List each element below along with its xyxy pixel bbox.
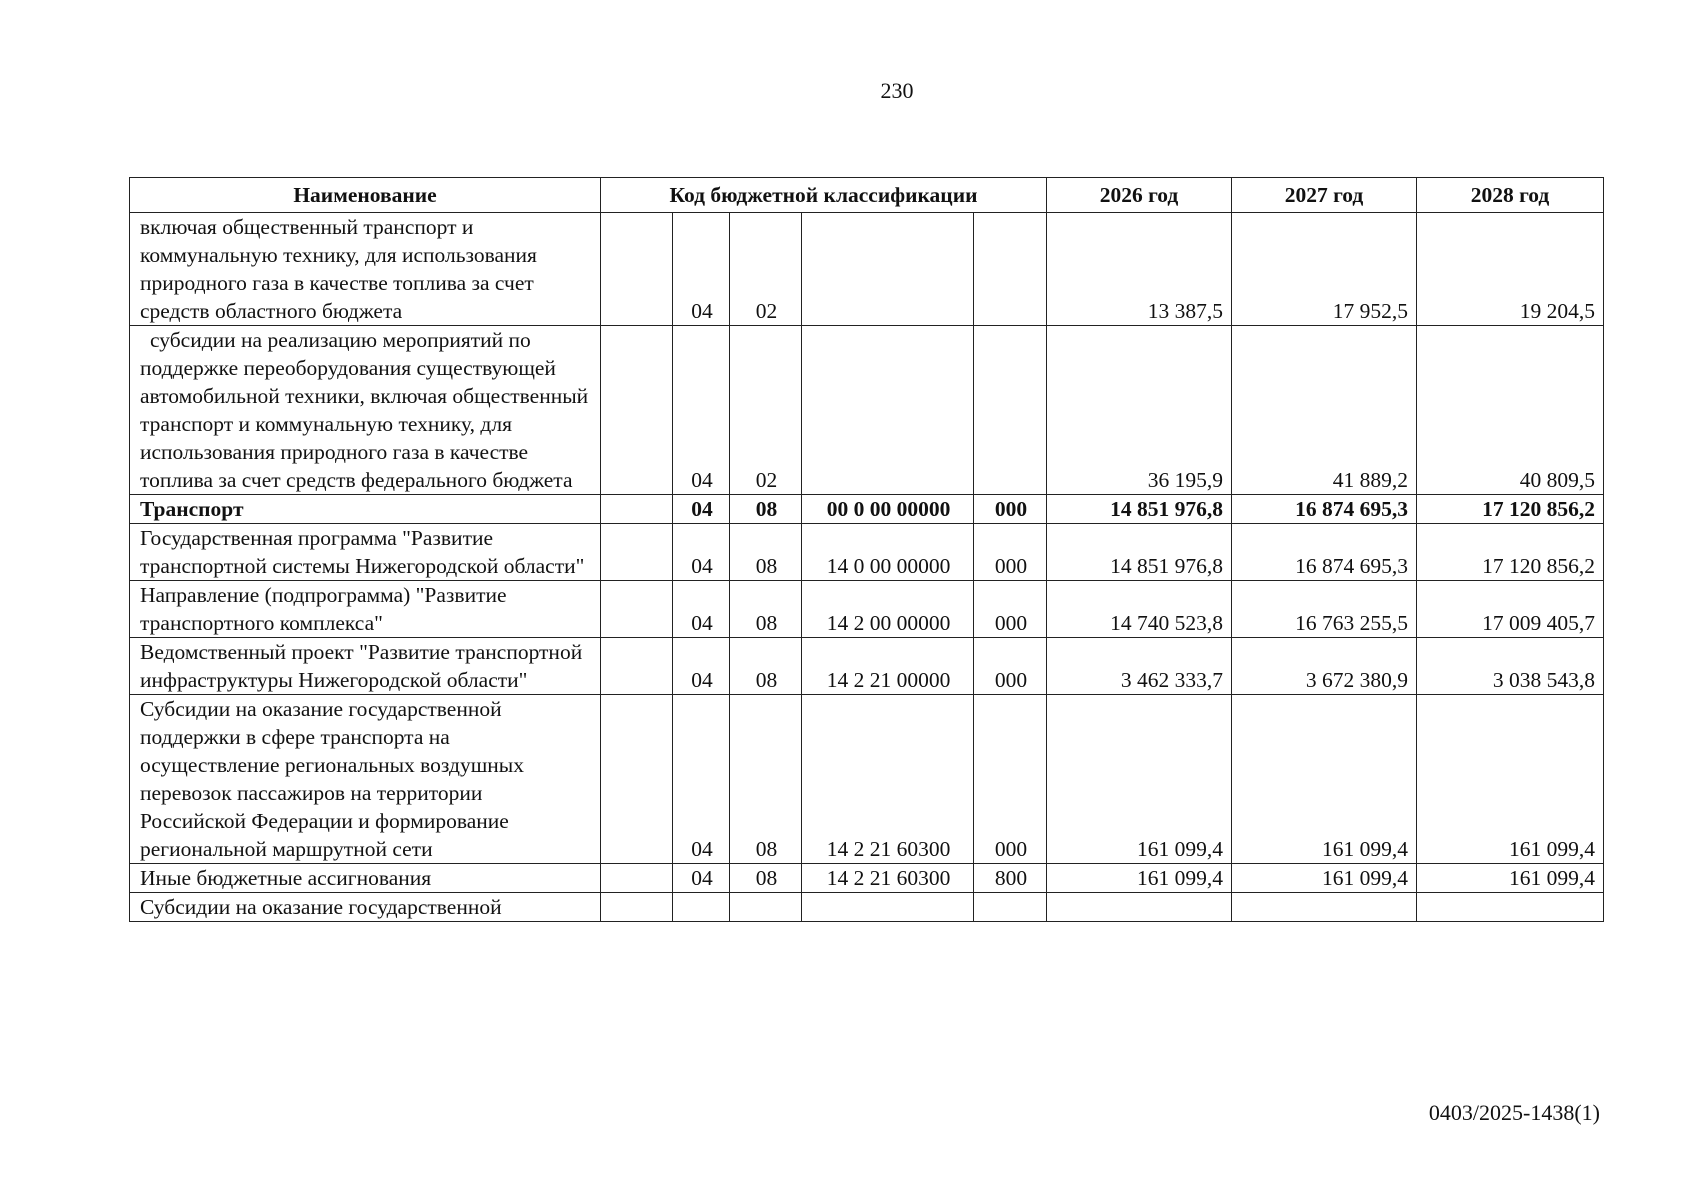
- row-value-2026: 13 387,5: [1047, 213, 1232, 326]
- row-code-target: 14 2 21 60300: [802, 695, 974, 864]
- row-code-1: [601, 495, 673, 524]
- row-value-2027: 41 889,2: [1232, 326, 1417, 495]
- row-code-subsection: 08: [730, 524, 802, 581]
- row-value-2028: 17 120 856,2: [1417, 495, 1604, 524]
- row-value-2028: 40 809,5: [1417, 326, 1604, 495]
- row-code-1: [601, 695, 673, 864]
- row-name: Иные бюджетные ассигнования: [130, 864, 601, 893]
- row-code-target: [802, 213, 974, 326]
- document-code: 0403/2025-1438(1): [1428, 1100, 1600, 1125]
- budget-table: [129, 177, 1604, 922]
- row-code-target: 14 2 21 60300: [802, 864, 974, 893]
- row-code-type: 800: [974, 864, 1047, 893]
- header-code: Код бюджетной классификации: [601, 178, 1047, 213]
- row-code-target: 00 0 00 00000: [802, 495, 974, 524]
- table-header-row: [130, 178, 1604, 213]
- table-row: [130, 524, 1604, 581]
- row-name-text: субсидии на реализацию мероприятий по поддержке переоборудования существующей автомобильной техники, включая общественный транспорт и коммунальную технику, для использования природного газа в качестве топлива за счет средств федерального бюджета: [140, 328, 589, 492]
- row-name: Субсидии на оказание государственной: [130, 893, 601, 922]
- row-code-section: 04: [673, 495, 730, 524]
- table-row: [130, 864, 1604, 893]
- row-code-1: [601, 638, 673, 695]
- page-number: 230: [880, 78, 914, 103]
- row-code-subsection: 08: [730, 581, 802, 638]
- row-value-2028: 161 099,4: [1417, 695, 1604, 864]
- row-value-2026: 14 740 523,8: [1047, 581, 1232, 638]
- row-code-1: [601, 864, 673, 893]
- row-code-type: [974, 326, 1047, 495]
- row-code-section: 04: [673, 326, 730, 495]
- row-code-type: 000: [974, 638, 1047, 695]
- row-code-1: [601, 213, 673, 326]
- row-value-2027: 161 099,4: [1232, 864, 1417, 893]
- row-value-2027: [1232, 893, 1417, 922]
- row-name: Транспорт: [130, 495, 601, 524]
- header-2028: 2028 год: [1417, 178, 1604, 213]
- row-value-2027: 16 874 695,3: [1232, 524, 1417, 581]
- table-row: [130, 893, 1604, 922]
- table-row: [130, 495, 1604, 524]
- row-value-2028: 17 120 856,2: [1417, 524, 1604, 581]
- table-row: [130, 581, 1604, 638]
- row-name: включая общественный транспорт и коммунальную технику, для использования природного газа в качестве топлива за счет средств областного бюджета: [130, 213, 601, 326]
- row-code-type: 000: [974, 495, 1047, 524]
- row-value-2027: 16 874 695,3: [1232, 495, 1417, 524]
- row-code-1: [601, 893, 673, 922]
- table-row: [130, 695, 1604, 864]
- row-code-subsection: 02: [730, 213, 802, 326]
- row-code-target: 14 2 21 00000: [802, 638, 974, 695]
- row-value-2028: 19 204,5: [1417, 213, 1604, 326]
- row-code-section: 04: [673, 213, 730, 326]
- row-value-2027: 3 672 380,9: [1232, 638, 1417, 695]
- row-value-2026: 161 099,4: [1047, 864, 1232, 893]
- row-code-type: 000: [974, 695, 1047, 864]
- row-code-subsection: 08: [730, 695, 802, 864]
- row-name: [130, 326, 601, 495]
- header-name: Наименование: [130, 178, 601, 213]
- row-value-2026: 36 195,9: [1047, 326, 1232, 495]
- row-code-section: 04: [673, 524, 730, 581]
- row-value-2028: [1417, 893, 1604, 922]
- row-value-2028: 3 038 543,8: [1417, 638, 1604, 695]
- row-code-type: [974, 893, 1047, 922]
- row-code-subsection: 08: [730, 638, 802, 695]
- row-code-target: [802, 893, 974, 922]
- row-code-1: [601, 326, 673, 495]
- header-2027: 2027 год: [1232, 178, 1417, 213]
- row-code-subsection: 02: [730, 326, 802, 495]
- header-2026: 2026 год: [1047, 178, 1232, 213]
- row-value-2026: 14 851 976,8: [1047, 524, 1232, 581]
- row-code-section: 04: [673, 695, 730, 864]
- row-code-target: [802, 326, 974, 495]
- row-name: Ведомственный проект "Развитие транспортной инфраструктуры Нижегородской области": [130, 638, 601, 695]
- row-value-2026: 3 462 333,7: [1047, 638, 1232, 695]
- table-row: [130, 326, 1604, 495]
- table-row: [130, 638, 1604, 695]
- row-value-2026: 161 099,4: [1047, 695, 1232, 864]
- row-code-subsection: 08: [730, 864, 802, 893]
- row-value-2027: 16 763 255,5: [1232, 581, 1417, 638]
- row-value-2028: 161 099,4: [1417, 864, 1604, 893]
- row-value-2026: 14 851 976,8: [1047, 495, 1232, 524]
- row-name: Направление (подпрограмма) "Развитие транспортного комплекса": [130, 581, 601, 638]
- row-code-section: 04: [673, 638, 730, 695]
- row-code-target: 14 0 00 00000: [802, 524, 974, 581]
- row-code-subsection: [730, 893, 802, 922]
- row-code-1: [601, 524, 673, 581]
- row-code-section: [673, 893, 730, 922]
- row-code-type: [974, 213, 1047, 326]
- row-value-2027: 17 952,5: [1232, 213, 1417, 326]
- row-code-section: 04: [673, 864, 730, 893]
- row-value-2028: 17 009 405,7: [1417, 581, 1604, 638]
- row-code-type: 000: [974, 524, 1047, 581]
- row-code-1: [601, 581, 673, 638]
- row-code-subsection: 08: [730, 495, 802, 524]
- row-value-2026: [1047, 893, 1232, 922]
- table-row: [130, 213, 1604, 326]
- row-name: Государственная программа "Развитие транспортной системы Нижегородской области": [130, 524, 601, 581]
- row-name: Субсидии на оказание государственной поддержки в сфере транспорта на осуществление региональных воздушных перевозок пассажиров на территории Российской Федерации и формирование региональной маршрутной сети: [130, 695, 601, 864]
- row-code-type: 000: [974, 581, 1047, 638]
- row-code-target: 14 2 00 00000: [802, 581, 974, 638]
- row-code-section: 04: [673, 581, 730, 638]
- row-value-2027: 161 099,4: [1232, 695, 1417, 864]
